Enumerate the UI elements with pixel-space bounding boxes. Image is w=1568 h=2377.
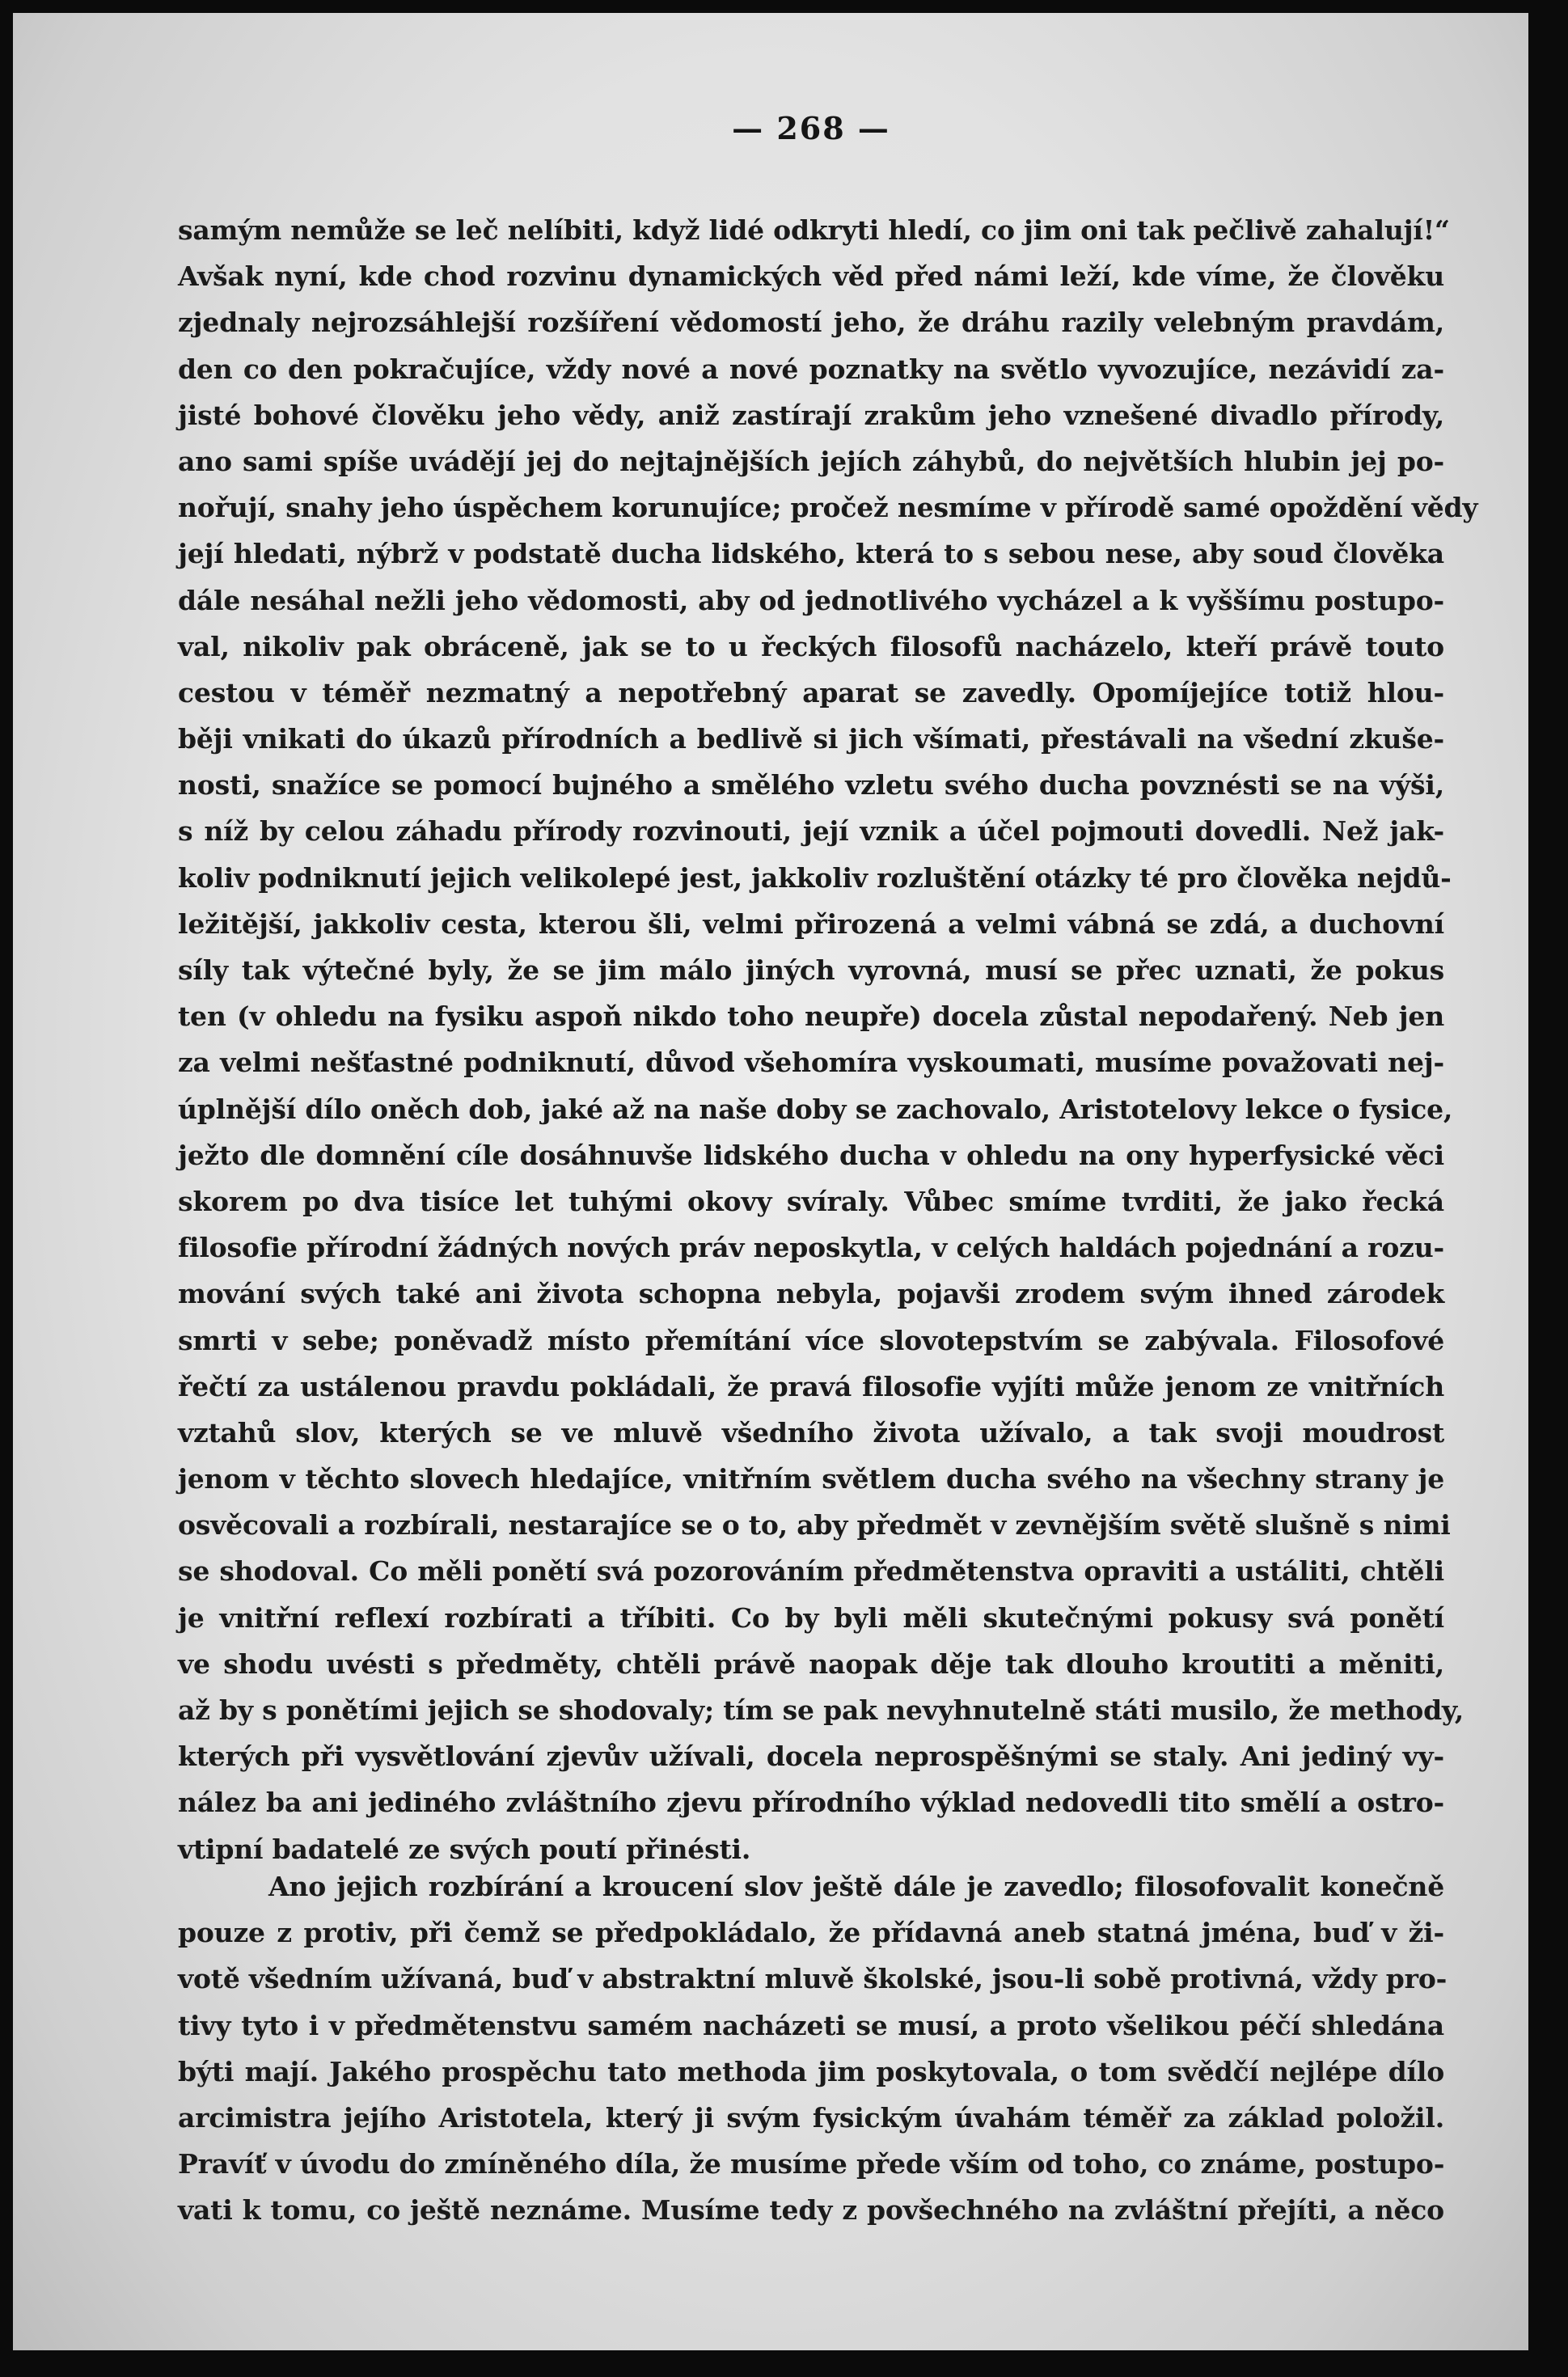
paragraph-2 <box>178 1863 1448 2234</box>
page-text-block <box>178 13 1478 2350</box>
text-line: ležitější, jakkoliv cesta, kterou šli, velmi přirozená a velmi vábná se zdá, a duchovní <box>178 907 1444 940</box>
text-line: její hledati, nýbrž v podstatě ducha lidského, která to s sebou nese, aby soud člověka <box>178 538 1444 570</box>
text-line: koliv podniknutí jejich velikolepé jest, jakkoliv rozluštění otázky té pro člověka nejdů- <box>178 861 1452 894</box>
text-line: nořují, snahy jeho úspěchem korunujíce; pročež nesmíme v přírodě samé opoždění vědy <box>178 492 1478 524</box>
text-line: ano sami spíše uvádějí jej do nejtajnějších jejích záhybů, do největších hlubin jej po- <box>178 445 1444 477</box>
text-line: cestou v téměř nezmatný a nepotřebný aparat se zavedly. Opomíjejíce totiž hlou- <box>178 676 1444 708</box>
text-line: řečtí za ustálenou pravdu pokládali, že pravá filosofie vyjíti může jenom ze vnitřních <box>178 1370 1444 1402</box>
scanned-page <box>13 13 1528 2350</box>
text-line: se shodoval. Co měli ponětí svá pozorováním předmětenstva opraviti a ustáliti, chtěli <box>178 1555 1444 1588</box>
text-line: den co den pokračujíce, vždy nové a nové poznatky na světlo vyvozujíce, nezávidí za- <box>178 353 1444 385</box>
text-line: Ano jejich rozbírání a kroucení slov ještě dále je zavedlo; filosofovalit konečně <box>268 1871 1444 1902</box>
text-line: vztahů slov, kterých se ve mluvě všedního života užívalo, a tak svoji moudrost <box>178 1416 1444 1449</box>
text-line: je vnitřní reflexí rozbírati a tříbiti. Co by byli měli skutečnými pokusy svá ponětí <box>178 1601 1444 1634</box>
text-line: Pravíť v úvodu do zmíněného díla, že musíme přede vším od toho, co známe, postupo- <box>178 2148 1445 2180</box>
text-line: za velmi nešťastné podniknutí, důvod všehomíra vyskoumati, musíme považovati nej- <box>178 1047 1444 1079</box>
text-line: mování svých také ani života schopna nebyla, pojavši zrodem svým ihned zárodek <box>178 1278 1444 1310</box>
text-line: ježto dle domnění cíle dosáhnuvše lidského ducha v ohledu na ony hyperfysické věci <box>178 1139 1444 1171</box>
text-line: s níž by celou záhadu přírody rozvinouti, její vznik a účel pojmouti dovedli. Než jak- <box>178 815 1444 848</box>
text-line: jisté bohové člověku jeho vědy, aniž zastírají zrakům jeho vznešené divadlo přírody, <box>178 399 1444 431</box>
text-line: smrti v sebe; poněvadž místo přemítání více slovotepstvím se zabývala. Filosofové <box>178 1324 1444 1356</box>
page-number: — 268 — <box>732 110 890 146</box>
text-line: ten (v ohledu na fysiku aspoň nikdo toho neupře) docela zůstal nepodařený. Neb jen <box>178 1000 1444 1033</box>
paragraph-1 <box>178 207 1478 1872</box>
text-line: běji vnikati do úkazů přírodních a bedlivě si jich všímati, přestávali na všední zkuše- <box>178 723 1444 755</box>
text-line: votě všedním užívaná, buď v abstraktní mluvě školské, jsou-li sobě protivná, vždy pro- <box>178 1963 1448 1995</box>
text-line: osvěcovali a rozbírali, nestarajíce se o to, aby předmět v zevnějším světě slušně s nimi <box>178 1509 1451 1542</box>
text-line: vati k tomu, co ještě neznáme. Musíme tedy z povšechného na zvláštní přejíti, a něco <box>178 2194 1444 2227</box>
text-line: zjednaly nejrozsáhlejší rozšíření vědomostí jeho, že dráhu razily velebným pravdám, <box>178 307 1444 339</box>
text-line: pouze z protiv, při čemž se předpokládalo, že přídavná aneb statná jména, buď v ži- <box>178 1917 1444 1949</box>
text-line: úplnější dílo oněch dob, jaké až na naše doby se zachovalo, Aristotelovy lekce o fysice, <box>178 1093 1453 1125</box>
text-line: Avšak nyní, kde chod rozvinu dynamických věd před námi leží, kde víme, že člověku <box>178 260 1444 293</box>
text-line: síly tak výtečné byly, že se jim málo jiných vyrovná, musí se přec uznati, že pokus <box>178 954 1444 986</box>
text-line: ve shodu uvésti s předměty, chtěli právě naopak děje tak dlouho kroutiti a měniti, <box>178 1647 1444 1680</box>
text-line: val, nikoliv pak obráceně, jak se to u řeckých filosofů nacházelo, kteří právě touto <box>178 630 1444 662</box>
text-line: jenom v těchto slovech hledajíce, vnitřním světlem ducha svého na všechny strany je <box>178 1463 1444 1495</box>
text-line: arcimistra jejího Aristotela, který ji svým fysickým úvahám téměř za základ položil. <box>178 2101 1444 2134</box>
text-line: býti mají. Jakého prospěchu tato methoda jim poskytovala, o tom svědčí nejlépe dílo <box>178 2055 1444 2087</box>
text-line: filosofie přírodní žádných nových práv neposkytla, v celých haldách pojednání a rozu- <box>178 1232 1444 1264</box>
text-line: nález ba ani jediného zvláštního zjevu přírodního výklad nedovedli tito smělí a ostro- <box>178 1787 1444 1819</box>
text-line: tivy tyto i v předmětenstvu samém nacházeti se musí, a proto všelikou péčí shledána <box>178 2009 1444 2041</box>
text-line: dále nesáhal nežli jeho vědomosti, aby od jednotlivého vycházel a k vyššímu postupo- <box>178 584 1444 616</box>
text-line: až by s ponětími jejich se shodovaly; tím se pak nevyhnutelně státi musilo, že methody, <box>178 1694 1464 1726</box>
text-line: nosti, snažíce se pomocí bujného a smělého vzletu svého ducha povznésti se na výši, <box>178 769 1444 801</box>
text-line: samým nemůže se leč nelíbiti, když lidé odkryti hledí, co jim oni tak pečlivě zahalují!“ <box>178 214 1450 246</box>
text-line: kterých při vysvětlování zjevův užívali, docela neprospěšnými se staly. Ani jediný vy- <box>178 1740 1444 1773</box>
text-line: skorem po dva tisíce let tuhými okovy svíraly. Vůbec smíme tvrditi, že jako řecká <box>178 1185 1444 1217</box>
text-line: vtipní badatelé ze svých poutí přinésti. <box>178 1833 751 1865</box>
